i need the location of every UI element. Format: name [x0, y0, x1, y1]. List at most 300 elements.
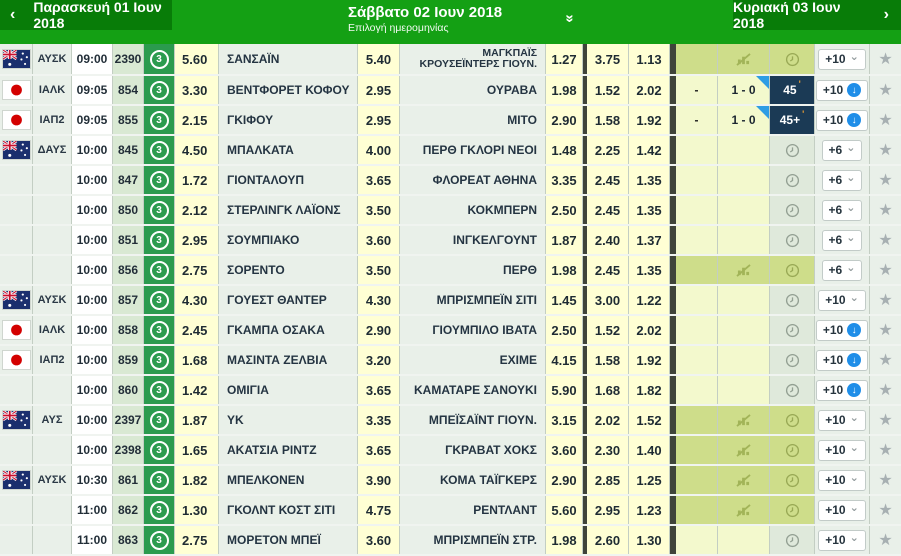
no-stats-icon	[736, 264, 751, 277]
chevron-down-icon: ⌄	[849, 472, 859, 484]
halftime-result-cell	[676, 44, 718, 74]
markets-count-cell[interactable]	[144, 196, 175, 224]
odds-draw[interactable]: 3.65	[358, 166, 400, 194]
match-row	[0, 76, 901, 106]
odds-draw[interactable]: 4.00	[358, 136, 400, 164]
halftime-result-cell	[676, 436, 718, 464]
chevron-down-icon: ⌄	[849, 442, 859, 454]
favorite-star-button[interactable]: ★	[878, 262, 893, 279]
markets-count-badge: 3	[150, 471, 169, 490]
live-score-cell	[718, 166, 770, 194]
league-code: ΑΥΣΚ	[33, 466, 72, 494]
arrow-down-circle-icon: ↓	[847, 383, 861, 397]
match-minute-cell	[770, 196, 815, 224]
markets-count-cell[interactable]	[144, 226, 175, 254]
more-markets-label: +10	[822, 113, 844, 127]
league-code: ΑΥΣ	[33, 406, 72, 434]
clock-icon	[785, 173, 800, 188]
arrow-down-circle-icon: ↓	[847, 353, 861, 367]
match-id: 845	[113, 136, 144, 164]
odds-over[interactable]: 1.52	[587, 76, 629, 104]
odds-home[interactable]: 1.87	[175, 406, 219, 434]
odds-away[interactable]: 1.27	[546, 44, 583, 74]
date-picker-hint: Επιλογή ημερομηνίας	[348, 22, 449, 34]
odds-over[interactable]: 1.58	[587, 106, 629, 134]
odds-draw[interactable]: 3.60	[358, 526, 400, 554]
away-team: ΚΟΜΑ ΤΑΪΓΚΕΡΣ	[400, 466, 546, 494]
match-row	[0, 496, 901, 526]
odds-home[interactable]: 2.75	[175, 526, 219, 554]
home-team: ΥΚ	[219, 406, 358, 434]
match-row	[0, 316, 901, 346]
live-score-cell	[718, 496, 770, 524]
australia-flag-icon	[2, 410, 31, 430]
markets-count-cell[interactable]	[144, 376, 175, 404]
markets-count-badge: 3	[150, 321, 169, 340]
halftime-result-cell	[676, 136, 718, 164]
favorite-star-button[interactable]: ★	[878, 472, 893, 489]
odds-over[interactable]: 2.02	[587, 406, 629, 434]
match-id: 850	[113, 196, 144, 224]
markets-count-badge: 3	[150, 201, 169, 220]
home-team: ΓΙΟΝΤΑΛΟΥΠ	[219, 166, 358, 194]
flag-cell	[0, 196, 33, 224]
date-picker[interactable]	[348, 4, 579, 35]
odds-under[interactable]: 1.42	[629, 136, 670, 164]
chevron-down-icon: ⌄	[849, 292, 859, 304]
odds-draw[interactable]: 2.90	[358, 316, 400, 344]
odds-over[interactable]: 2.85	[587, 466, 629, 494]
odds-under[interactable]: 1.13	[629, 44, 670, 74]
favorite-star-button[interactable]: ★	[878, 352, 893, 369]
more-markets-button[interactable]	[818, 500, 866, 521]
halftime-result-cell	[676, 256, 718, 284]
match-row	[0, 226, 901, 256]
odds-draw[interactable]: 3.35	[358, 406, 400, 434]
markets-count-badge: 3	[150, 501, 169, 520]
markets-count-cell[interactable]	[144, 316, 175, 344]
more-markets-button[interactable]	[822, 230, 863, 251]
odds-under[interactable]: 1.92	[629, 346, 670, 374]
odds-home[interactable]: 1.68	[175, 346, 219, 374]
markets-count-badge: 3	[150, 231, 169, 250]
more-markets-cell	[815, 256, 870, 284]
odds-over[interactable]: 3.75	[587, 44, 629, 74]
markets-count-cell[interactable]	[144, 466, 175, 494]
more-markets-cell	[815, 316, 870, 344]
favorite-star-button[interactable]: ★	[878, 172, 893, 189]
more-markets-button[interactable]	[822, 260, 863, 281]
no-stats-icon	[736, 474, 751, 487]
odds-away[interactable]: 1.45	[546, 286, 583, 314]
more-markets-button[interactable]	[822, 200, 863, 221]
kickoff-time: 10:00	[72, 406, 113, 434]
odds-under[interactable]: 1.35	[629, 256, 670, 284]
australia-flag-icon	[2, 470, 31, 490]
more-markets-label: +10	[825, 533, 846, 547]
odds-home[interactable]: 1.65	[175, 436, 219, 464]
odds-home[interactable]: 2.75	[175, 256, 219, 284]
live-score-cell	[718, 406, 770, 434]
odds-away[interactable]: 4.15	[546, 346, 583, 374]
odds-draw[interactable]: 4.75	[358, 496, 400, 524]
odds-draw[interactable]: 3.90	[358, 466, 400, 494]
favorite-star-button[interactable]: ★	[878, 442, 893, 459]
kickoff-time: 11:00	[72, 526, 113, 554]
match-minute-cell	[770, 496, 815, 524]
odds-draw[interactable]: 3.50	[358, 256, 400, 284]
home-team: ΓΚΑΜΠΑ ΟΣΑΚΑ	[219, 316, 358, 344]
odds-home[interactable]: 5.60	[175, 44, 219, 74]
more-markets-button[interactable]	[818, 470, 866, 491]
halftime-result-cell	[676, 286, 718, 314]
more-markets-label: +6	[828, 143, 843, 157]
kickoff-time: 10:00	[72, 376, 113, 404]
favorite-star-button[interactable]: ★	[878, 322, 893, 339]
chevron-left-icon: ‹	[10, 6, 16, 23]
favorite-star-button[interactable]: ★	[878, 412, 893, 429]
odds-over[interactable]: 2.45	[587, 256, 629, 284]
odds-under[interactable]: 1.92	[629, 106, 670, 134]
odds-under[interactable]: 1.35	[629, 166, 670, 194]
markets-count-cell[interactable]	[144, 526, 175, 554]
more-markets-button[interactable]	[818, 440, 866, 461]
flag-cell	[0, 226, 33, 254]
odds-home[interactable]: 4.30	[175, 286, 219, 314]
match-row	[0, 466, 901, 496]
next-day-button[interactable]	[733, 0, 901, 30]
odds-draw[interactable]: 3.50	[358, 196, 400, 224]
odds-over[interactable]: 2.45	[587, 196, 629, 224]
odds-under[interactable]: 1.22	[629, 286, 670, 314]
odds-away[interactable]: 3.60	[546, 436, 583, 464]
markets-count-cell[interactable]	[144, 166, 175, 194]
match-row	[0, 106, 901, 136]
no-stats-icon	[736, 53, 751, 66]
australia-flag-icon	[2, 49, 31, 69]
halftime-result-cell	[676, 466, 718, 494]
live-score-cell	[718, 436, 770, 464]
live-score-cell	[718, 286, 770, 314]
odds-home[interactable]: 1.30	[175, 496, 219, 524]
markets-count-cell[interactable]	[144, 76, 175, 104]
odds-over[interactable]: 2.30	[587, 436, 629, 464]
league-code	[33, 496, 72, 524]
odds-draw[interactable]: 4.30	[358, 286, 400, 314]
more-markets-cell	[815, 376, 870, 404]
match-minute-cell	[770, 286, 815, 314]
kickoff-time: 10:00	[72, 436, 113, 464]
match-minute-cell	[770, 226, 815, 254]
league-code	[33, 196, 72, 224]
flag-cell	[0, 106, 33, 134]
kickoff-time: 10:30	[72, 466, 113, 494]
halftime-result-cell	[676, 376, 718, 404]
odds-home[interactable]: 2.12	[175, 196, 219, 224]
home-team: ΑΚΑΤΣΙΑ ΡΙΝΤΖ	[219, 436, 358, 464]
match-minute-cell	[770, 376, 815, 404]
odds-away[interactable]: 1.98	[546, 76, 583, 104]
more-markets-button[interactable]	[816, 110, 868, 131]
odds-home[interactable]: 1.82	[175, 466, 219, 494]
halftime-result-cell: -	[676, 76, 718, 104]
odds-over[interactable]: 3.00	[587, 286, 629, 314]
live-score-cell	[718, 196, 770, 224]
odds-under[interactable]: 2.02	[629, 76, 670, 104]
more-markets-button[interactable]	[816, 320, 868, 341]
more-markets-button[interactable]	[816, 350, 868, 371]
markets-count-cell[interactable]	[144, 436, 175, 464]
match-id: 856	[113, 256, 144, 284]
home-team: ΓΚΙΦΟΥ	[219, 106, 358, 134]
more-markets-label: +6	[828, 203, 843, 217]
markets-count-badge: 3	[150, 81, 169, 100]
odds-home[interactable]: 1.42	[175, 376, 219, 404]
away-team: ΡΕΝΤΛΑΝΤ	[400, 496, 546, 524]
more-markets-label: +10	[822, 383, 844, 397]
live-score: 1 - 0	[731, 113, 756, 127]
match-id: 859	[113, 346, 144, 374]
home-team: ΣΑΝΣΑΪΝ	[219, 44, 358, 74]
favorite-star-button[interactable]: ★	[878, 202, 893, 219]
halftime-result-cell	[676, 196, 718, 224]
away-team: ΦΛΟΡΕΑΤ ΑΘΗΝΑ	[400, 166, 546, 194]
more-markets-cell	[815, 406, 870, 434]
minute-tick: '	[798, 79, 801, 89]
odds-under[interactable]: 1.52	[629, 406, 670, 434]
flag-cell	[0, 376, 33, 404]
home-team: ΜΟΡΕΤΟΝ ΜΠΕΪ	[219, 526, 358, 554]
odds-draw[interactable]: 3.65	[358, 376, 400, 404]
match-row	[0, 376, 901, 406]
more-markets-button[interactable]	[822, 140, 863, 161]
match-minute-cell	[770, 406, 815, 434]
markets-count-badge: 3	[150, 171, 169, 190]
kickoff-time: 10:00	[72, 166, 113, 194]
home-team: ΣΟΥΜΠΙΑΚΟ	[219, 226, 358, 254]
favorite-star-button[interactable]: ★	[878, 292, 893, 309]
markets-count-cell[interactable]	[144, 106, 175, 134]
away-team: ΜΠΡΙΣΜΠΕΪΝ ΣΤΡ.	[400, 526, 546, 554]
odds-draw[interactable]: 3.20	[358, 346, 400, 374]
markets-count-badge: 3	[150, 50, 169, 69]
favorite-star-button[interactable]: ★	[878, 532, 893, 549]
more-markets-button[interactable]	[818, 290, 866, 311]
odds-home[interactable]: 2.15	[175, 106, 219, 134]
league-code	[33, 436, 72, 464]
more-markets-label: +6	[828, 263, 843, 277]
home-team: ΜΑΣΙΝΤΑ ΖΕΛΒΙΑ	[219, 346, 358, 374]
away-team: ΜΑΓΚΠΑΪΣ ΚΡΟΥΣΕΪΝΤΕΡΣ ΓΙΟΥΝ.	[400, 44, 546, 74]
markets-count-cell[interactable]	[144, 256, 175, 284]
markets-count-cell[interactable]	[144, 286, 175, 314]
odds-away[interactable]: 3.15	[546, 406, 583, 434]
prev-day-label: Παρασκευή 01 Ιουν 2018	[33, 0, 162, 31]
odds-under[interactable]: 1.82	[629, 376, 670, 404]
odds-over[interactable]: 2.45	[587, 166, 629, 194]
odds-under[interactable]: 1.40	[629, 436, 670, 464]
odds-draw[interactable]: 5.40	[358, 44, 400, 74]
more-markets-label: +10	[825, 473, 846, 487]
odds-away[interactable]: 5.60	[546, 496, 583, 524]
prev-day-button[interactable]	[0, 0, 172, 30]
match-id: 858	[113, 316, 144, 344]
favorite-star-button[interactable]: ★	[878, 502, 893, 519]
more-markets-button[interactable]	[818, 410, 866, 431]
more-markets-cell	[815, 496, 870, 524]
odds-away[interactable]: 2.50	[546, 316, 583, 344]
live-score-cell	[718, 256, 770, 284]
clock-icon	[785, 143, 800, 158]
japan-flag-icon	[2, 80, 31, 100]
match-row	[0, 436, 901, 466]
odds-under[interactable]: 1.23	[629, 496, 670, 524]
australia-flag-icon	[2, 140, 31, 160]
halftime-result-cell	[676, 526, 718, 554]
markets-count-cell[interactable]	[144, 44, 175, 74]
kickoff-time: 10:00	[72, 196, 113, 224]
markets-count-cell[interactable]	[144, 346, 175, 374]
flag-cell	[0, 286, 33, 314]
more-markets-button[interactable]	[818, 49, 866, 70]
flag-cell	[0, 406, 33, 434]
markets-count-cell[interactable]	[144, 136, 175, 164]
odds-home[interactable]: 4.50	[175, 136, 219, 164]
halftime-result-cell	[676, 346, 718, 374]
odds-away[interactable]: 2.50	[546, 196, 583, 224]
match-row	[0, 256, 901, 286]
odds-away[interactable]: 1.48	[546, 136, 583, 164]
odds-draw[interactable]: 3.65	[358, 436, 400, 464]
more-markets-label: +10	[822, 323, 844, 337]
home-team: ΣΤΕΡΛΙΝΓΚ ΛΑΪΟΝΣ	[219, 196, 358, 224]
more-markets-label: +10	[822, 83, 844, 97]
markets-count-cell[interactable]	[144, 406, 175, 434]
match-row	[0, 136, 901, 166]
odds-under[interactable]: 1.35	[629, 196, 670, 224]
odds-over[interactable]: 1.68	[587, 376, 629, 404]
odds-home[interactable]: 1.72	[175, 166, 219, 194]
favorite-star-button[interactable]: ★	[878, 382, 893, 399]
odds-under[interactable]: 2.02	[629, 316, 670, 344]
match-minute-cell	[770, 526, 815, 554]
match-id: 855	[113, 106, 144, 134]
next-day-label: Κυριακή 03 Ιουν 2018	[733, 0, 841, 31]
odds-home[interactable]: 3.30	[175, 76, 219, 104]
odds-away[interactable]: 2.90	[546, 466, 583, 494]
league-code: ΙΑΠ2	[33, 346, 72, 374]
more-markets-button[interactable]	[822, 170, 863, 191]
odds-draw[interactable]: 2.95	[358, 106, 400, 134]
away-team: ΜΙΤΟ	[400, 106, 546, 134]
markets-count-badge: 3	[150, 441, 169, 460]
favorite-star-button[interactable]: ★	[878, 51, 893, 68]
markets-count-badge: 3	[150, 531, 169, 550]
no-stats-icon	[736, 414, 751, 427]
match-id: 851	[113, 226, 144, 254]
odds-away[interactable]: 1.98	[546, 256, 583, 284]
live-score-cell	[718, 526, 770, 554]
more-markets-cell	[815, 526, 870, 554]
flag-cell	[0, 436, 33, 464]
odds-home[interactable]: 2.95	[175, 226, 219, 254]
more-markets-button[interactable]	[816, 80, 868, 101]
flag-cell	[0, 346, 33, 374]
odds-over[interactable]: 1.58	[587, 346, 629, 374]
match-id: 863	[113, 526, 144, 554]
live-score-cell	[718, 376, 770, 404]
clock-icon	[785, 203, 800, 218]
league-code	[33, 166, 72, 194]
favorite-star-button[interactable]: ★	[878, 142, 893, 159]
more-markets-button[interactable]	[816, 380, 868, 401]
arrow-down-circle-icon: ↓	[847, 113, 861, 127]
match-minute-cell	[770, 466, 815, 494]
match-minute-cell	[770, 44, 815, 74]
odds-draw[interactable]: 2.95	[358, 76, 400, 104]
chevron-down-icon: ⌄	[849, 502, 859, 514]
odds-away[interactable]: 5.90	[546, 376, 583, 404]
favorite-star-button[interactable]: ★	[878, 232, 893, 249]
odds-over[interactable]: 1.52	[587, 316, 629, 344]
odds-home[interactable]: 2.45	[175, 316, 219, 344]
kickoff-time: 10:00	[72, 256, 113, 284]
odds-away[interactable]: 1.87	[546, 226, 583, 254]
favorite-star-button[interactable]: ★	[878, 112, 893, 129]
markets-count-cell[interactable]	[144, 496, 175, 524]
chevron-down-icon: ⌄	[846, 202, 856, 214]
live-score-cell	[718, 76, 770, 104]
more-markets-cell	[815, 226, 870, 254]
odds-over[interactable]: 2.95	[587, 496, 629, 524]
match-row	[0, 526, 901, 556]
match-row	[0, 166, 901, 196]
clock-icon	[785, 293, 800, 308]
match-minute-cell	[770, 316, 815, 344]
more-markets-button[interactable]	[818, 530, 866, 551]
odds-under[interactable]: 1.30	[629, 526, 670, 554]
odds-away[interactable]: 2.90	[546, 106, 583, 134]
odds-away[interactable]: 1.98	[546, 526, 583, 554]
odds-under[interactable]: 1.25	[629, 466, 670, 494]
flag-cell	[0, 316, 33, 344]
match-minute-badge	[783, 79, 801, 97]
league-code: ΙΑΛΚ	[33, 316, 72, 344]
match-minute-cell	[770, 166, 815, 194]
away-team: ΙΝΓΚΕΛΓΟΥΝΤ	[400, 226, 546, 254]
kickoff-time: 09:00	[72, 44, 113, 74]
odds-under[interactable]: 1.37	[629, 226, 670, 254]
flag-cell	[0, 526, 33, 554]
flag-cell	[0, 166, 33, 194]
match-minute-cell	[770, 346, 815, 374]
more-markets-cell	[815, 76, 870, 104]
odds-away[interactable]: 3.35	[546, 166, 583, 194]
live-score-cell	[718, 136, 770, 164]
odds-over[interactable]: 2.60	[587, 526, 629, 554]
kickoff-time: 10:00	[72, 286, 113, 314]
odds-draw[interactable]: 3.60	[358, 226, 400, 254]
favorite-star-button[interactable]: ★	[878, 82, 893, 99]
odds-over[interactable]: 2.25	[587, 136, 629, 164]
away-team: ΚΑΜΑΤΑΡΕ ΣΑΝΟΥΚΙ	[400, 376, 546, 404]
australia-flag-icon	[2, 290, 31, 310]
league-code: ΑΥΣΚ	[33, 44, 72, 74]
odds-over[interactable]: 2.40	[587, 226, 629, 254]
markets-count-badge: 3	[150, 351, 169, 370]
kickoff-time: 11:00	[72, 496, 113, 524]
league-code: ΔΑΥΣ	[33, 136, 72, 164]
